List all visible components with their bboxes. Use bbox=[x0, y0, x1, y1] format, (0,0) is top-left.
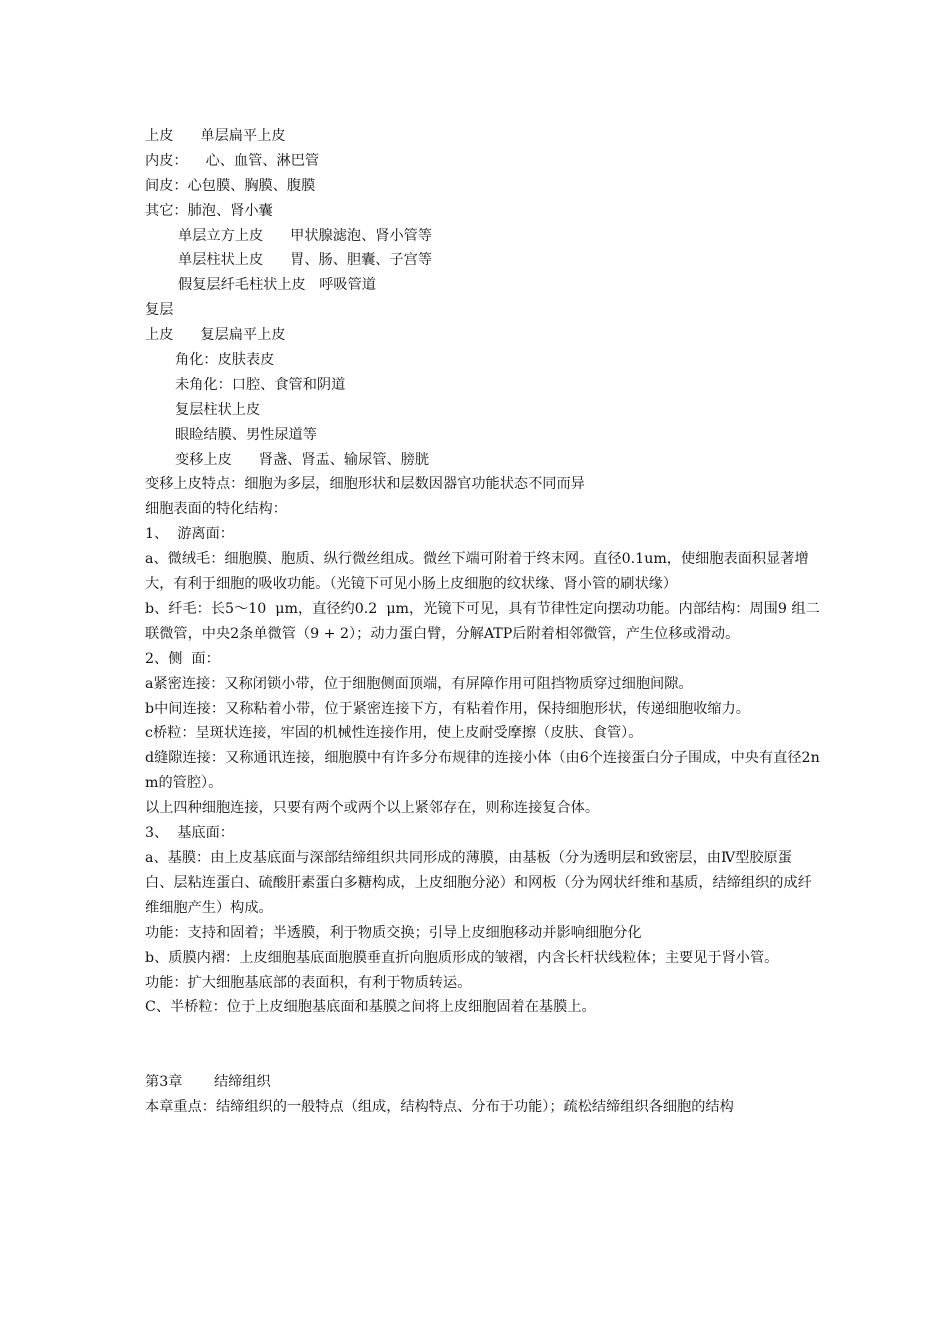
paragraph: C、半桥粒：位于上皮细胞基底面和基膜之间将上皮细胞固着在基膜上。 bbox=[145, 999, 596, 1016]
section-heading: 2、侧 面： bbox=[145, 650, 220, 667]
text-line: 变移上皮 肾盏、肾盂、输尿管、膀胱 bbox=[175, 451, 430, 468]
text-line: 复层柱状上皮 bbox=[175, 401, 261, 418]
text-line: 眼睑结膜、男性尿道等 bbox=[175, 426, 317, 443]
text-line: 单层立方上皮 甲状腺滤泡、肾小管等 bbox=[178, 227, 433, 244]
paragraph: 功能：支持和固着；半透膜，利于物质交换；引导上皮细胞移动并影响细胞分化 bbox=[145, 924, 642, 941]
text-line: 复层 bbox=[145, 302, 174, 319]
paragraph: b中间连接：又称粘着小带，位于紧密连接下方，有粘着作用，保持细胞形状，传递细胞收缩力。 bbox=[145, 700, 750, 717]
text-line: 假复层纤毛柱状上皮 呼吸管道 bbox=[178, 277, 376, 294]
text-line: 内皮： 心、血管、淋巴管 bbox=[145, 152, 320, 169]
paragraph: a、基膜：由上皮基底面与深部结缔组织共同形成的薄膜，由基板（分为透明层和致密层，由Ⅳ型胶原蛋白、层粘连蛋白、硫酸肝素蛋白多糖构成，上皮细胞分泌）和网板（分为网状纤维和基质，结缔组织的成纤维细胞产生）构成。 bbox=[145, 849, 812, 916]
text-line: 上皮 复层扁平上皮 bbox=[145, 327, 286, 344]
text-line: 其它：肺泡、肾小囊 bbox=[145, 202, 273, 219]
text-line: 变移上皮特点：细胞为多层，细胞形状和层数因器官功能状态不同而异 bbox=[145, 476, 585, 493]
chapter-heading: 第3章 结缔组织 bbox=[145, 1074, 271, 1091]
paragraph: b、质膜内褶：上皮细胞基底面胞膜垂直折向胞质形成的皱褶，内含长杆状线粒体；主要见于肾小管。 bbox=[145, 949, 779, 966]
text-line: 细胞表面的特化结构： bbox=[145, 501, 287, 518]
paragraph: c桥粒：呈斑状连接，牢固的机械性连接作用，使上皮耐受摩擦（皮肤、食管）。 bbox=[145, 725, 643, 742]
paragraph: b、纤毛：长5～10 μm，直径约0.2 μm，光镜下可见，具有节律性定向摆动功能。内部结构：周围9 组二联微管，中央2条单微管（9 + 2）；动力蛋白臂，分解ATP后附着相邻微管，产生位移或滑动。 bbox=[145, 600, 820, 642]
text-line: 单层柱状上皮 胃、肠、胆囊、子宫等 bbox=[178, 252, 433, 269]
text-line: 未角化：口腔、食管和阴道 bbox=[175, 376, 346, 393]
paragraph: 功能：扩大细胞基底部的表面积，有利于物质转运。 bbox=[145, 974, 472, 991]
section-heading: 3、 基底面： bbox=[145, 825, 234, 842]
paragraph-gap bbox=[145, 1020, 820, 1070]
paragraph: a紧密连接：又称闭锁小带，位于细胞侧面顶端，有屏障作用可阻挡物质穿过细胞间隙。 bbox=[145, 675, 693, 692]
text-line: 角化：皮肤表皮 bbox=[175, 352, 275, 369]
text-line: 间皮：心包膜、胸膜、腹膜 bbox=[145, 177, 316, 194]
paragraph: 以上四种细胞连接，只要有两个或两个以上紧邻存在，则称连接复合体。 bbox=[145, 800, 600, 817]
document-body bbox=[145, 124, 820, 1120]
text-line: 上皮 单层扁平上皮 bbox=[145, 128, 286, 144]
text-line: 本章重点：结缔组织的一般特点（组成，结构特点、分布于功能）；疏松结缔组织各细胞的结构 bbox=[145, 1099, 734, 1116]
paragraph: d缝隙连接：又称通讯连接，细胞膜中有许多分布规律的连接小体（由6个连接蛋白分子围成，中央有直径2nm的管腔）。 bbox=[145, 750, 820, 792]
section-heading: 1、 游离面： bbox=[145, 526, 234, 543]
paragraph: a、微绒毛：细胞膜、胞质、纵行微丝组成。微丝下端可附着于终末网。直径0.1um，使细胞表面积显著增大，有利于细胞的吸收功能。（光镜下可见小肠上皮细胞的纹状缘、肾小管的刷状缘） bbox=[145, 551, 809, 593]
